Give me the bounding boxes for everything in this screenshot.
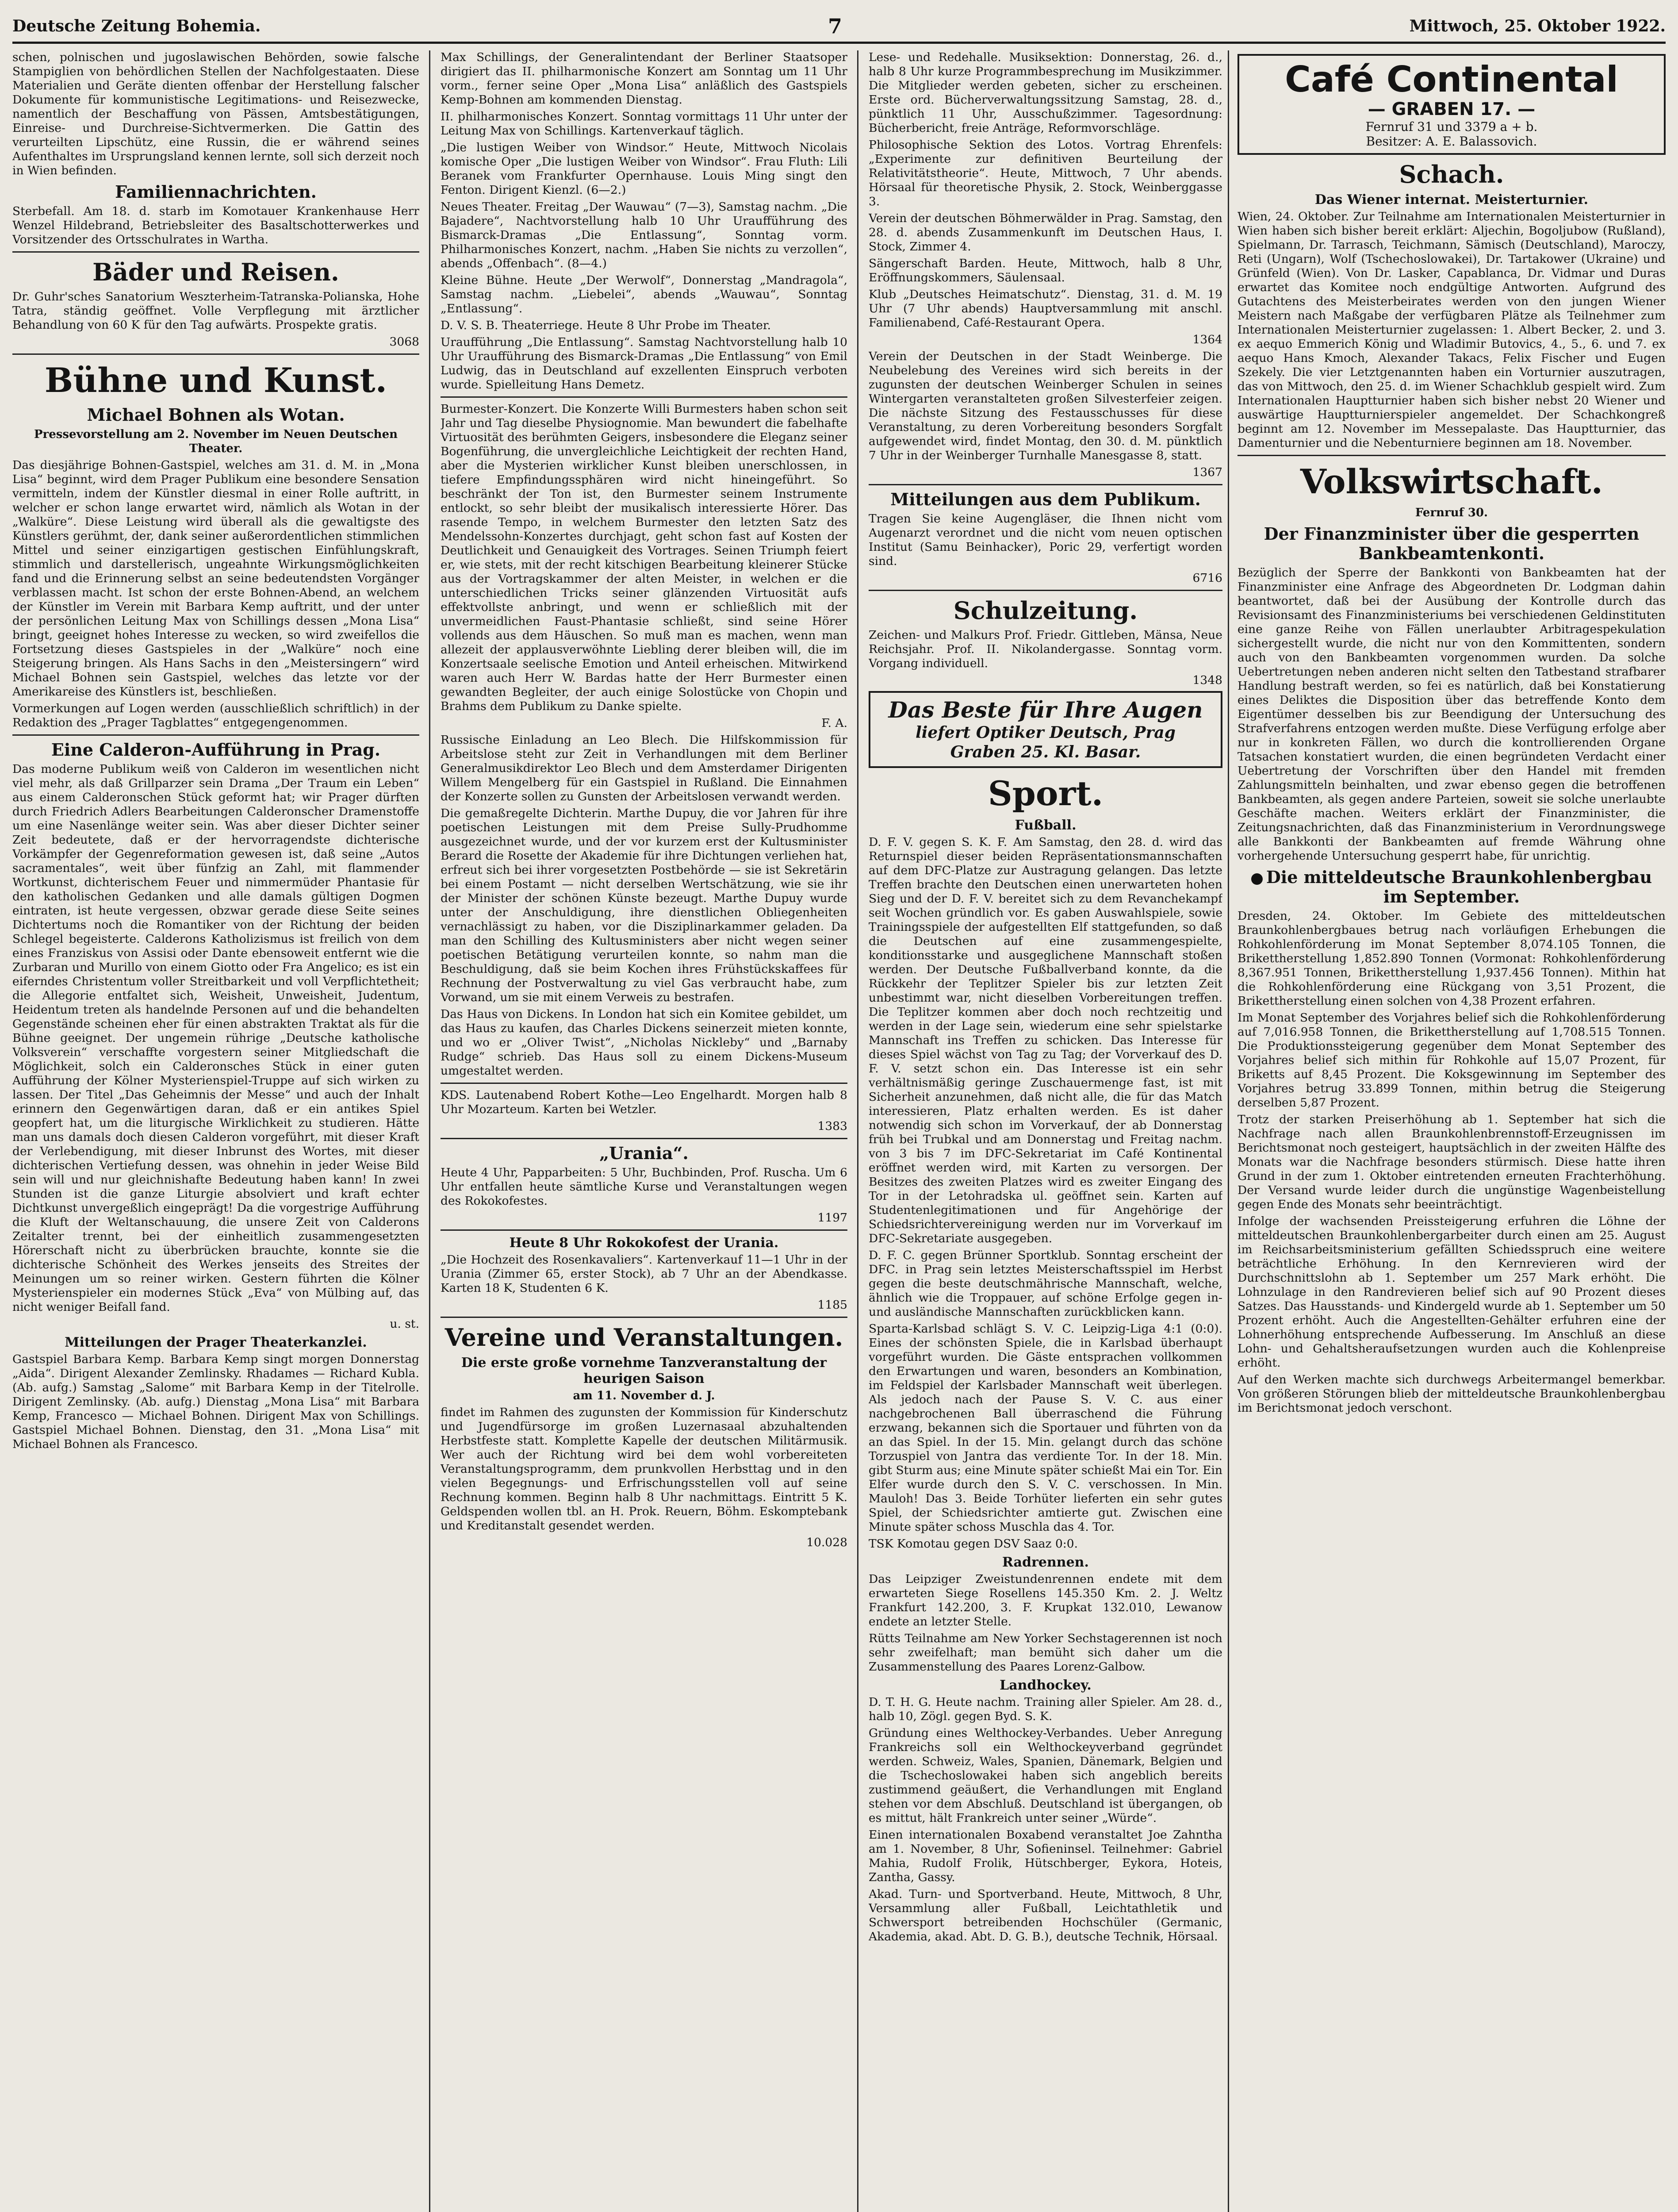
article-tsk: TSK Komotau gegen DSV Saaz 0:0. — [869, 1537, 1078, 1551]
article-headline-bohnen: Michael Bohnen als Wotan. — [87, 405, 345, 425]
notice-weiber: „Die lustigen Weiber von Windsor.“ Heute, Mittwoch Nicolais komische Oper „Die lustigen Weiber von Windsor“. Frau Fluth: Lili Beranek vom Frankfurter Opernhause. Louis Ming singt den Fenton. Dirigent Kienzl. (6—2.) — [441, 141, 847, 197]
family-notice: Sterbefall. Am 18. d. starb im Komotauer Krankenhause Herr Wenzel Hildebrand, Betriebsleiter des Basaltschotterwerkes und Vorsitzender des Ortsschulrates in Wartha. — [12, 204, 419, 246]
article-body-bohnen: Das diesjährige Bohnen-Gastspiel, welches am 31. d. M. in „Mona Lisa“ beginnt, wird dem Prager Publikum eine besondere Sensation vermitteln, indem der Künstler diesmal in einer Rolle auftritt, in welcher er schon lange erwartet wird, nämlich als Wotan in der „Walküre“. Diese Leistung wird überall als die gewaltigste des Künstlers gerühmt, der, dank seiner außerordentlichen stimmlichen Mittel und seiner einzigartigen gestischen Einfühlungskraft, stimmlich und darstellerisch, ungeahnte Wirkungsmöglichkeiten fand und die Erinnerung selbst an seine bedeutendsten Vorgänger verblassen macht. Ist schon der erste Bohnen-Abend, an welchem der Künstler im Verein mit Barbara Kemp auftritt, und der unter der persönlichen Leitung Max von Schillings dessen „Mona Lisa“ bringt, geeignet hohes Interesse zu wecken, so wird zweifellos die Fortsetzung dieses Gastspieles in der „Walküre“ noch eine Steigerung bringen. Als Hans Sachs in den „Meistersingern“ wird Michael Bohnen sein Gastspiel, welches das letzte vor der Amerikareise des Künstlers ist, beschließen. — [12, 458, 419, 699]
issue-date: Mittwoch, 25. Oktober 1922. — [1409, 17, 1666, 35]
subsection-hockey: Landhockey. — [1000, 1678, 1092, 1693]
urania-notice: Heute 4 Uhr, Papparbeiten: 5 Uhr, Buchbinden, Prof. Ruscha. Um 6 Uhr entfallen heute sämtliche Kurse und Veranstaltungen wegen des Rokokofestes. — [441, 1166, 847, 1208]
article-dickens: Das Haus von Dickens. In London hat sich ein Komitee gebildet, um das Haus zu kaufen, das Charles Dickens seinerzeit mieten konnte, und wo er „Oliver Twist“, „Nicholas Nickleby“ und „Barnaby Rudge“ schrieb. Das Haus soll zu einem Dickens-Museum umgestaltet werden. — [441, 1007, 847, 1078]
dance-event-date: am 11. November d. J. — [573, 1389, 715, 1402]
economy-phone: Fernruf 30. — [1415, 506, 1488, 519]
ad-code: 1364 — [1192, 333, 1222, 346]
optician-ad-headline: Das Beste für Ihre Augen — [888, 697, 1203, 723]
section-heading-stage-art: Bühne und Kunst. — [44, 361, 387, 400]
chess-subheading: Das Wiener internat. Meisterturnier. — [1314, 192, 1589, 207]
article-continuation: schen, polnischen und jugoslawischen Behörden, sowie falsche Stampiglien von behördlichen Stellen der Nachfolgestaaten. Diese Materialien und Geräte dienten offenbar der Herstellung falscher Dokumente für kommunistische Legitimations- und Reisezwecke, namentlich der Beschaffung von Pässen, Amtsbestätigungen, Einreise- und Durchreise-Sichtvermerken. Die Gattin des verurteilten Lipschütz, eine Russin, die er während seines Aufenthaltes im Ursprungsland kennen lernte, soll sich derzeit noch in Wien befinden. — [12, 50, 419, 177]
article-karlsbad: Sparta-Karlsbad schlägt S. V. C. Leipzig-Liga 4:1 (0:0). Eines der schönsten Spiele, die in Karlsbad überhaupt vorgeführt wurden. Die Gäste entsprachen vollkommen den Erwartungen und waren, besonders an Kombination, im Feldspiel der Karlsbader Mannschaft weit überlegen. Als jedoch nach der Pause S. V. C. aus einer nachgebrochenen Ball überraschend die Führung erzwang, bekannen sich die Sportauer und führten von da an das Spiel. In der 15. Min. gelangt durch das schöne Torzuspiel von Jantra das verdiente Tor. In der 18. Min. gibt Sturm aus; eine Minute später schießt Mai ein Tor. Ein Elfer wurde durch den S. V. C. verschossen. In Min. Mauloh! Das 3. Beide Torhüter lieferten ein sehr gutes Spiel, der Schiedsrichter amtierte gut. Zwischen eine Minute später schoss Muschla das 4. Tor. — [869, 1322, 1222, 1534]
notice-barden: Sängerschaft Barden. Heute, Mittwoch, halb 8 Uhr, Eröffnungskommers, Säulensaal. — [869, 257, 1222, 284]
article-dfc: D. F. C. gegen Brünner Sportklub. Sonntag erscheint der DFC. in Prag sein letztes Meisterschaftsspiel im Herbst gegen die beste deutschmährische Mannschaft, welche, ähnlich wie die Troppauer, auf schöne Erfolge gegen in- und ausländische Mannschaften zurückblicken kann. — [869, 1248, 1222, 1319]
divider — [441, 1138, 847, 1139]
ad-code: 1197 — [817, 1211, 847, 1225]
article-note-bohnen: Vormerkungen auf Logen werden (ausschließlich schriftlich) in der Redaktion des „Prager Tagblattes“ entgegengenommen. — [12, 702, 419, 730]
dance-event-text: findet im Rahmen des zugunsten der Kommission für Kinderschutz und Jugendfürsorge im großen Luzernasaal abzuhaltenden Herbstfeste statt. Komplette Kapelle der deutschen Militärmusik. Wer auch der Richtung wird bei dem wohl vorbereiteten Veranstaltungsprogramm, dem prunkvollen Herbsttag und in den vielen Begegnungs- und Erfrischungsstellen voll auf seine Rechnung kommen. Beginn halb 8 Uhr nachmittags. Eintritt 5 K. Geldspenden wollen tbl. an H. Prok. Reuern, Böhm. Eskomptebank und Kreditanstalt gesendet werden. — [441, 1406, 847, 1532]
notice-lesehalle: Lese- und Redehalle. Musiksektion: Donnerstag, 26. d., halb 8 Uhr kurze Programmbesprechung im Musikzimmer. Die Mitglieder werden gebeten, sicher zu erscheinen. Erste ord. Bücherverwaltungssitzung Samstag, 28. d., pünktlich 11 Uhr, Ausschußzimmer. Tagesordnung: Bücherbericht, freie Anträge, Reformvorschläge. — [869, 50, 1222, 135]
ad-lautenabend: KDS. Lautenabend Robert Kothe—Leo Engelhardt. Morgen halb 8 Uhr Mozarteum. Karten bei Wetzler. — [441, 1088, 847, 1116]
divider — [1237, 455, 1666, 456]
page-number: 7 — [828, 14, 843, 38]
article-finance: Bezüglich der Sperre der Bankkonti von Bankbeamten hat der Finanzminister eine Anfrage des Abgeordneten Dr. Lodgman dahin beantwortet, daß bei der Ausübung der Kontrolle durch das Revisionsamt des Finanzministeriums bei verschiedenen Geldinstituten eine ganze Reihe von Fällen unerlaubter Arbitragespekulation sichergestellt wurde, die nicht nur von den Kommittenten, sondern auch von den Bankbeamten vorgenommen wurden. Da solche Uebertretungen neben anderen nicht selten den Tatbestand strafbarer Handlung bestraft werden, so fei es natürlich, daß bei Konstatierung eines Deliktes die Disposition über das betreffende Konto dem Eigentümer desselben bis zur Beendigung der Untersuchung des Strafverfahrens entzogen werden mußte. Diese Verfügung erfolge aber nur in konkreten Fällen, wo durch die kontrollierenden Organe Tatsachen konstatiert wurden, die einen begründeten Verdacht einer Uebertretung der Vorschriften über den Handel mit fremden Zahlungsmitteln beinhalten, und zwar ebenso gegen die betroffenen Bankbeamten, als gegen andere Parteien, soweit sie solche unerlaubte Geschäfte machen. Weiters erklärt der Finanzminister, die Zeitungsnachrichten, daß das Finanzministerium in Verordnungswege alle Bankkonti der Bankbeamten auf fremde Währung ohne vorhergehende Untersuchung gesperrt habe, für unrichtig. — [1237, 566, 1666, 863]
notice-schillings: Max Schillings, der Generalintendant der Berliner Staatsoper dirigiert das II. philharmonische Konzert am Sonntag um 11 Uhr vorm., ferner seine Oper „Mona Lisa“ anläßlich des Gastspiels Kemp-Bohnen am kommenden Dienstag. — [441, 50, 847, 107]
subsection-cycling: Radrennen. — [1002, 1555, 1089, 1570]
rokoko-heading: Heute 8 Uhr Rokokofest der Urania. — [509, 1235, 779, 1251]
ad-code: 1348 — [1192, 673, 1222, 687]
ad-code: 1185 — [817, 1298, 847, 1312]
notice-neues-theater: Neues Theater. Freitag „Der Wauwau“ (7—3), Samstag nachm. „Die Bajadere“, Nachtvorstellung halb 10 Uhr Uraufführung des Bismarck-Dramas „Die Entlassung“, Sonntag vorm. Philharmonisches Konzert, nachm. „Haben Sie nichts zu verzollen“, abends „Offenbach“. (8—4.) — [441, 200, 847, 270]
rokoko-notice: „Die Hochzeit des Rosenkavaliers“. Kartenverkauf 11—1 Uhr in der Urania (Zimmer 65, erster Stock), ab 7 Uhr an der Abendkasse. Karten 18 K, Studenten 6 K. — [441, 1253, 847, 1295]
divider — [441, 396, 847, 398]
article-lignite-4: Infolge der wachsenden Preissteigerung erfuhren die Löhne der mitteldeutschen Braunkohlenbergarbeiter durch einen am 25. August im Reichsarbeitsministerium gefällten Schiedsspruch eine weitere beträchtliche Erhöhung. In den Kernrevieren wird der Durchschnittslohn ab 1. September um 257 Mark erhöht. Die Lohnzulage in den Randrevieren belief sich auf 90 Prozent dieses Satzes. Das Hausstands- und Kindergeld wurde ab 1. September um 50 Prozent erhöht. Auch die Angestellten-Gehälter erfuhren eine der Lohnerhöhung entsprechende Aufbesserung. Im Anschluß an diese Lohn- und Gehaltsheraufsetzungen wurden auch die Kohlenpreise erhöht. — [1237, 1214, 1666, 1370]
cafe-ad-title: Café Continental — [1285, 59, 1618, 100]
section-heading-family: Familiennachrichten. — [115, 182, 317, 202]
school-notice: Zeichen- und Malkurs Prof. Friedr. Gittleben, Mänsa, Neue Reichsjahr. Prof. II. Nikolandergasse. Sonntag vorm. Vorgang individuell. — [869, 628, 1222, 670]
dance-event-heading: Die erste große vornehme Tanzveranstaltung der heurigen Saison — [461, 1355, 827, 1386]
article-signature: u. st. — [390, 1317, 419, 1331]
urania-heading: „Urania“. — [599, 1143, 689, 1163]
paper-name: Deutsche Zeitung Bohemia. — [12, 17, 261, 35]
ink-blot-icon — [1251, 873, 1263, 885]
ad-code: 1367 — [1192, 465, 1222, 479]
article-welthockey: Gründung eines Welthockey-Verbandes. Ueber Anregung Frankreichs soll ein Welthockeyverband gegründet werden. Schweiz, Wales, Spanien, Dänemark, Belgien und die Tschechoslowakei haben sich angeblich bereits zustimmend geäußert, die Verhandlungen mit England stehen vor dem Abschluß. Deutschland ist übergangen, ob es mittut, hält Frankreich unter seiner „Würde“. — [869, 1726, 1222, 1825]
article-lignite-2: Im Monat September des Vorjahres belief sich die Rohkohlenförderung auf 7,016.958 Tonnen, die Brikettherstellung auf 1,708.515 Tonnen. Die Produktionssteigerung gegenüber dem Monat September des Vorjahres belief sich mithin für Rohkohle auf 15,07 Prozent, für Briketts auf 8,45 Prozent. Die Koksgewinnung im September des Vorjahres betrug 33.899 Tonnen, mithin betrug die Steigerung derselben 5,87 Prozent. — [1237, 1011, 1666, 1110]
article-signature: F. A. — [821, 716, 847, 730]
notice-kleine-buehne: Kleine Bühne. Heute „Der Werwolf“, Donnerstag „Mandragola“, Samstag nachm. „Liebelei“, abends „Wauwau“, Sonntag „Entlassung“. — [441, 273, 847, 315]
column-rule — [429, 50, 430, 2212]
article-boxing: Einen internationalen Boxabend veranstaltet Joe Zahntha am 1. November, 8 Uhr, Sofieninsel. Teilnehmer: Gabriel Mahia, Rudolf Frolik, Hütschberger, Eykora, Hoteis, Zantha, Gassy. — [869, 1828, 1222, 1884]
section-heading-public: Mitteilungen aus dem Publikum. — [890, 489, 1201, 509]
article-headline-calderon: Eine Calderon-Aufführung in Prag. — [51, 740, 381, 760]
section-heading-school: Schulzeitung. — [953, 596, 1138, 625]
column-2 — [441, 50, 847, 2212]
newspaper-page — [12, 11, 1666, 2212]
optician-ad — [869, 691, 1222, 768]
article-lignite-1: Dresden, 24. Oktober. Im Gebiete des mitteldeutschen Braunkohlenbergbaues betrug nach vorläufigen Erhebungen die Rohkohlenförderung im Monat September 8,074.105 Tonnen, die Brikettherstellung 1,852.890 Tonnen (Vormonat: Rohkohlenförderung 8,367.951 Tonnen, Brikettherstellung 1,937.456 Tonnen). Mithin hat die Rohkohlenförderung eine Rückgang von 3,51 Prozent, die Brikettherstellung einen solchen von 4,38 Prozent erfahren. — [1237, 909, 1666, 1008]
article-dichterin: Die gemaßregelte Dichterin. Marthe Dupuy, die vor Jahren für ihre poetischen Leistungen mit dem Preise Sully-Prudhomme ausgezeichnet wurde, und der vor kurzem erst der Kultusminister Berard die Rosette der Akademie für ihre Dichtungen verliehen hat, erfreut sich bei ihrer vorgesetzten Postbehörde — sie ist Sekretärin bei einem Postamt — nicht derselben Wertschätzung, wie sie ihr der Minister der schönen Künste bezeugt. Marthe Dupuy wurde unter der Anschuldigung, ihre dienstlichen Obliegenheiten vernachlässigt zu haben, vor die Disziplinarkammer geladen. Da man den Schilling des Kultusministers aber nicht wegen seiner poetischen Betätigung verurteilen konnte, so nahm man die Beschuldigung, daß sie beim Kochen ihres Frühstückskaffees für Rechnung der Postverwaltung zu viel Gas verbraucht habe, zum Vorwand, um sie mit einem Verweis zu bestrafen. — [441, 806, 847, 1004]
ad-code: 3068 — [389, 335, 419, 349]
article-chess: Wien, 24. Oktober. Zur Teilnahme am Internationalen Meisterturnier in Wien haben sich bisher bereit erklärt: Aljechin, Bogoljubow (Rußland), Spielmann, Dr. Tarrasch, Teichmann, Sämisch (Deutschland), Maroczy, Reti (Ungarn), Wolf (Tschechoslowakei), Dr. Tartakower (Ukraine) und Grünfeld (Wien). Von Dr. Lasker, Capablanca, Dr. Vidmar und Duras erwartet das Komitee noch endgültige Antworten. Aufgrund des Gutachtens des Meisterbeirates werden von den jungen Wiener Meistern nach Maßgabe der verfügbaren Plätze als Teilnehmer zum Internationalen Meisterturnier zugelassen: 1. Albert Becker, 2. und 3. ex aequo Emmerich König und Wladimir Butovics, 4., 5., 6. und 7. ex aequo Hans Kmoch, Alexander Takacs, Felix Fischer und Eugen Szekely. Die vier Letztgenannten haben ein Vorturnier auszutragen, das von Mittwoch, den 25. d. im Wiener Schachklub gespielt wird. Zum Internationalen Hauptturnier haben sich bisher nebst 20 Wiener und auswärtige Hauptturnierspieler angemeldet. Der Schachkongreß beginnt am 12. November im Messepalaste. Das Hauptturnier, das Damenturnier und die Nebenturniere beginnen am 18. November. — [1237, 210, 1666, 450]
divider — [12, 353, 419, 355]
sanatorium-notice: Dr. Guhr'sches Sanatorium Weszterheim-Tatranska-Polianska, Hohe Tatra, ständig geöffnet. Volle Verpflegung mit ärztlicher Behandlung von 60 K für den Tag aufwärts. Prospekte gratis. — [12, 290, 419, 332]
article-ruetti: Rütts Teilnahme am New Yorker Sechstagerennen ist noch sehr zweifelhaft; man bemüht sich daher um die Zusammenstellung des Paares Lorenz-Galbow. — [869, 1632, 1222, 1674]
notice-philharmonic: II. philharmonisches Konzert. Sonntag vormittags 11 Uhr unter der Leitung Max von Schillings. Kartenverkauf täglich. — [441, 110, 847, 138]
article-cycling: Das Leipziger Zweistundenrennen endete mit dem erwarteten Siege Rosellens 145.350 Km. 2. J. Weltz Frankfurt 142.200, 3. F. Krupkat 132.010, Lewanow endete an letzter Stelle. — [869, 1572, 1222, 1628]
lignite-headline-text: Die mitteldeutsche Braunkohlenbergbau im September. — [1266, 867, 1652, 906]
article-hockey: D. T. H. G. Heute nachm. Training aller Spieler. Am 28. d., halb 10, Zögl. gegen Byd. S. K. — [869, 1695, 1222, 1723]
column-4 — [1237, 50, 1666, 2212]
article-leo-blech: Russische Einladung an Leo Blech. Die Hilfskommission für Arbeitslose steht zur Zeit in Verhandlungen mit dem Berliner Generalmusikdirektor Leo Blech und dem Amsterdamer Dirigenten Willem Mengelberg für ein Gastspiel in Rußland. Die Einnahmen der Konzerte sollen zu Gunsten der Arbeitslosen verwandt werden. — [441, 733, 847, 803]
subsection-football: Fußball. — [1015, 818, 1077, 833]
section-heading-travel: Bäder und Reisen. — [92, 258, 339, 286]
optician-ad-address: Graben 25. Kl. Basar. — [950, 743, 1141, 761]
notice-uraufuehrung: Uraufführung „Die Entlassung“. Samstag Nachtvorstellung halb 10 Uhr Uraufführung des Bismarck-Dramas „Die Entlassung“ von Emil Ludwig, das in Deutschland auf exzellenten Einspruch verboten wurde. Spielleitung Hans Demetz. — [441, 335, 847, 392]
public-notice: Tragen Sie keine Augengläser, die Ihnen nicht vom Augenarzt verordnet und die nicht vom neuen optischen Institut (Samu Beinhacker), Poric 29, verfertigt worden sind. — [869, 512, 1222, 568]
article-headline-theater-office: Mitteilungen der Prager Theaterkanzlei. — [65, 1335, 367, 1350]
column-rule — [1228, 50, 1229, 2212]
article-burmester: Burmester-Konzert. Die Konzerte Willi Burmesters haben schon seit Jahr und Tag dieselbe Physiognomie. Man bewundert die fabelhafte Virtuosität des berühmten Geigers, insbesondere die Eleganz seiner Bogenführung, die unvergleichliche Leichtigkeit der rechten Hand, aber die Mysterien wirklicher Kunst bleiben unerschlossen, in tiefere Empfindungssphären wird nicht hineingeführt. So beschränkt der Ton ist, den Burmester seinem Instrumente entlockt, so sehr bleibt der musikalisch interessierte Hörer. Das rasende Tempo, in welchem Burmester den letzten Satz des Mendelssohn-Konzertes durchjagt, geht schon fast auf Kosten der Deutlichkeit und Genauigkeit des Vortrages. Seinen Triumph feiert er, wie stets, mit der recht kitschigen Bearbeitung kleinerer Stücke aus der Vortragskammer der alten Meister, in welchen er die unterschiedlichen Tricks seiner glänzenden Virtuosität aufs effektvollste anbringt, und wenn er schließlich mit der unvermeidlichen Faust-Phantasie schließt, sind seine Hörer vollends aus dem Häuschen. So muß man es machen, wenn man allezeit der applausverwöhnte Liebling derer bleiben will, die im Konzertsaale seelische Emotion und Anteil erheischen. Mitwirkend waren auch Herr W. Bardas hatte der Herr Burmester einen gewandten Begleiter, der auch einige Solostücke von Chopin und Brahms dem Publikum zu Danke spielte. — [441, 402, 847, 713]
running-header — [12, 11, 1666, 44]
article-akad: Akad. Turn- und Sportverband. Heute, Mittwoch, 8 Uhr, Versammlung aller Fußball, Leichtathletik und Schwersport betreibenden Hochschüler (Germanic, Akademia, akad. Abt. D. G. B.), deutsche Technik, Hörsaal. — [869, 1887, 1222, 1943]
notice-heimatschutz: Klub „Deutsches Heimatschutz“. Dienstag, 31. d. M. 19 Uhr (7 Uhr abends) Hauptversammlung mit anschl. Familienabend, Café-Restaurant Opera. — [869, 288, 1222, 330]
cafe-ad-phone: Fernruf 31 und 3379 a + b. — [1365, 119, 1538, 134]
notice-weinberge: Verein der Deutschen in der Stadt Weinberge. Die Neubelebung des Vereines wird sich bereits in der zugunsten der deutschen Weinberger Schulen in seines Wintergarten veranstalteten großen Silvesterfeier zeigen. Die nächste Sitzung des Festausschusses für diese Veranstaltung, zu deren Vorbereitung besonders Sorgfalt aufgewendet wird, findet Montag, den 30. d. M. pünktlich 7 Uhr in der Weinberger Turnhalle Manesgasse 8, statt. — [869, 349, 1222, 462]
notice-lotos: Philosophische Sektion des Lotos. Vortrag Ehrenfels: „Experimente zur definitiven Beurteilung der Relativitätstheorie“. Heute, Mittwoch, 7 Uhr abends. Hörsaal für theoretische Physik, 2. Stock, Weinberggasse 3. — [869, 138, 1222, 208]
ad-code: 1383 — [817, 1119, 847, 1133]
article-football: D. F. V. gegen S. K. F. Am Samstag, den 28. d. wird das Returnspiel dieser beiden Repräsentationsmannschaften auf dem DFC-Platze zur Austragung gelangen. Das letzte Treffen brachte den Deutschen einen unerwarteten hohen Sieg und der D. F. V. bereitet sich zu dem Revanchekampf seit Wochen gründlich vor. Es gaben Auswahlspiele, sowie Trainingsspiele der aufgestellten Elf stattgefunden, so daß die Deutschen auf eine zusammengespielte, konditionsstarke und ausgeglichene Mannschaft stoßen werden. Der Deutsche Fußballverband konnte, da die Rückkehr der Teplitzer Spieler bis zur letzten Zeit unbestimmt war, nicht dieselben Vorbereitungen treffen. Die Teplitzer kommen aber doch noch rechtzeitig und werden in der Lage sein, wiederum eine sehr spielstarke Mannschaft ins Treffen zu schicken. Das Interesse für dieses Spiel wächst von Tag zu Tag; der Vorverkauf des D. F. V. setzt schon ein. Das Interesse ist ein sehr verhältnismäßig geringe Zuschauermenge fast, ist mit Sicherheit anzunehmen, daß nicht alle, die für das Match interessieren, Platz erhalten werden. Es ist daher notwendig sich schon im Vorverkauf, der ab Donnerstag früh bei Trubkal und am Donnerstag und Freitag nachm. von 3 bis 7 im DFC-Sekretariat im Café Kontinental eröffnet werden wird, mit Karten zu versorgen. Der Besitzes des zweiten Platzes wird es zweiter Eingang des Tor in der Letohradska ul. geöffnet sein. Karten auf Studentenlegitimationen und für Angehörige der Schiedsrichtervereinigung werden nur im Vorverkauf im DFC-Sekretariate ausgegeben. — [869, 835, 1222, 1245]
divider — [441, 1229, 847, 1231]
ad-code: 10.028 — [806, 1536, 847, 1549]
cafe-continental-ad — [1237, 54, 1666, 155]
divider — [869, 484, 1222, 485]
divider — [441, 1083, 847, 1084]
divider — [12, 251, 419, 253]
article-lignite-5: Auf den Werken machte sich durchwegs Arbeitermangel bemerkbar. Von größeren Störungen blieb der mitteldeutsche Braunkohlenbergbau im Berichtsmonat jedoch verschont. — [1237, 1373, 1666, 1415]
cafe-ad-owner: Besitzer: A. E. Balassovich. — [1366, 134, 1537, 149]
section-heading-sport: Sport. — [988, 774, 1103, 813]
section-heading-economy: Volkswirtschaft. — [1300, 462, 1603, 501]
article-headline-finance: Der Finanzminister über die gesperrten Bankbeamtenkonti. — [1264, 524, 1640, 563]
article-body-calderon: Das moderne Publikum weiß von Calderon im wesentlichen nicht viel mehr, als daß Grillparzer sein Drama „Der Traum ein Leben“ aus einem Calderonschen Stück geformt hat; wir Prager dürften durch Friedrich Adlers Bearbeitungen Calderonscher Dramenstoffe um eine Nasenlänge weiter sein. Was aber dieser Dichter seiner Zeit bedeutete, daß er der hervorragendste dichterische Vorkämpfer der Gegenreformation gewesen ist, daß seine „Autos sacramentales“, weit über fünfzig an Zahl, mit flammender Wortkunst, dichterischem Feuer und nimmermüder Phantasie für den katholischen Gedanken und alle damals gültigen Dogmen eintraten, ist heute vergessen, obzwar gerade diese Seite seines Dichtertums noch die Romantiker von der Richtung der beiden Schlegel begeisterte. Calderons Katholizismus ist freilich von dem eines Franziskus von Assisi oder Dante ebensoweit entfernt wie die Zurbaran und Murillo von einem Giotto oder Fra Angelico; es ist ein eiferndes Christentum voller Streitbarkeit und voll Verpflichtetheit; die Allegorie entfaltet sich, Weisheit, Unweisheit, Judentum, Heidentum treten als handelnde Personen auf und die behandelten Gegenstände scheinen eher für einen abstrakten Traktat als für die Bühne geeignet. Der ungemein rührige „Deutsche katholische Volksverein“ verschaffte vorgestern seiner Mitgliedschaft die Möglichkeit, solch ein Calderonsches Stück in einer guten Aufführung der Kölner Mysterienspiel-Truppe auf sich wirken zu lassen. Der Titel „Das Geheimnis der Messe“ und auch der Inhalt erinnern den Gegenwärtigen daran, daß er ein antikes Spiel geopfert hat, um die liturgische Wirklichkeit zu studieren. Hätte man uns damals doch diesen Calderon vorgeführt, mit dieser Kraft der Verlebendigung, mit dieser Inbrunst des Wortes, mit dieser dichterischen Vertiefung dessen, was ohnehin in jeder Weise Bild sein will und nur gleichnishafte Bedeutung haben kann! In zwei Stunden ist die ganze Liturgie absolviert und kraft echter Dichtkunst unvergeßlich eingeprägt! Da die vorgestrige Aufführung die Kluft der Weltanschauung, die unsere Zeit von Calderons Zeitalter trennt, bei der einheitlich zusammengesetzten Hörerschaft nicht zu überbrücken brauchte, konnte sie die dichterische Schönheit des Werkes jenseits des Streites der Meinungen um so reiner wirken. Gestern führten die Kölner Mysterienspieler ein modernes Stück „Eva“ von Mülbing auf, das nicht weniger Beifall fand. — [12, 762, 419, 1314]
ad-code: 6716 — [1192, 571, 1222, 585]
cafe-ad-address: — GRABEN 17. — — [1368, 99, 1536, 119]
article-body-theater-office: Gastspiel Barbara Kemp. Barbara Kemp singt morgen Donnerstag „Aida“. Dirigent Alexander Zemlinsky. Rhadames — Richard Kubla. (Ab. aufg.) Samstag „Salome“ mit Barbara Kemp in der Titelrolle. Dirigent Zemlinsky. (Ab. aufg.) Dienstag „Mona Lisa“ mit Barbara Kemp, Francesco — Michael Bohnen. Dirigent Max von Schillings. Gastspiel Michael Bohnen. Dienstag, den 31. „Mona Lisa“ mit Michael Bohnen als Francesco. — [12, 1352, 419, 1451]
column-1 — [12, 50, 419, 2212]
article-lignite-3: Trotz der starken Preiserhöhung ab 1. September hat sich die Nachfrage nach allen Braunkohlenbrennstoff-Erzeugnissen im Berichtsmonat noch gesteigert, hauptsächlich in der zweiten Hälfte des Monats war die Nachfrage besonders stürmisch. Diese hatte ihren Grund in der zum 1. Oktober eintretenden erneuten Frachterhöhung. Der Versand wurde leider durch die ungünstige Wagenbeistellung gegen Ende des Monats sehr beeinträchtigt. — [1237, 1113, 1666, 1211]
section-heading-chess: Schach. — [1399, 160, 1504, 188]
section-heading-clubs: Vereine und Veranstaltungen. — [444, 1323, 843, 1352]
article-headline-lignite — [1237, 868, 1666, 906]
notice-boehmerwaelder: Verein der deutschen Böhmerwälder in Prag. Samstag, den 28. d. abends Zusammenkunft im Deutschen Haus, I. Stock, Zimmer 4. — [869, 211, 1222, 253]
column-3 — [869, 50, 1222, 2212]
divider — [441, 1317, 847, 1318]
article-subheading-bohnen: Pressevorstellung am 2. November im Neuen Deutschen Theater. — [34, 428, 398, 455]
column-rule — [857, 50, 858, 2212]
divider — [869, 590, 1222, 591]
optician-ad-line: liefert Optiker Deutsch, Prag — [916, 723, 1176, 742]
divider — [12, 734, 419, 736]
notice-theaterriege: D. V. S. B. Theaterriege. Heute 8 Uhr Probe im Theater. — [441, 319, 771, 332]
